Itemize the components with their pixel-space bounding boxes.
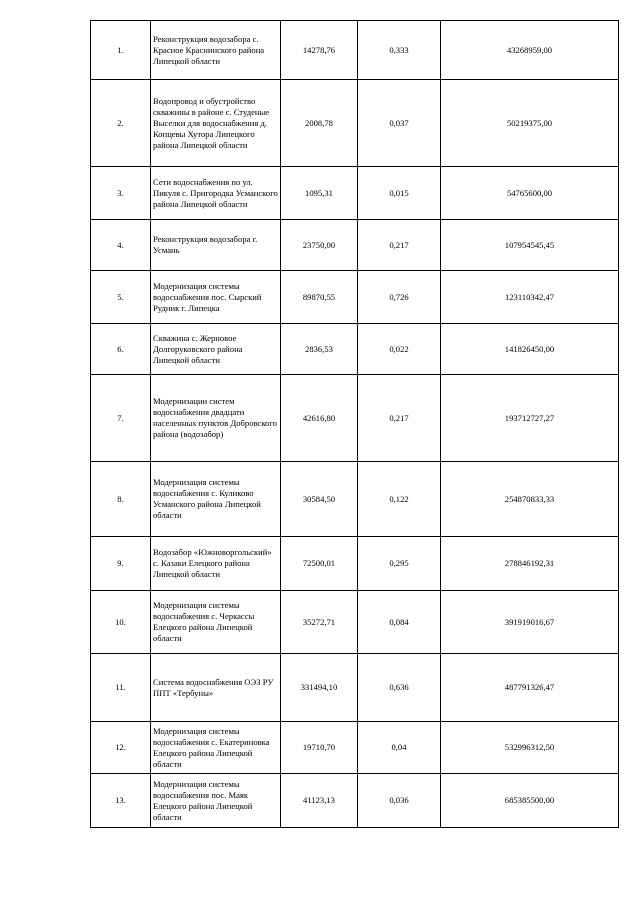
cost-cell: 107954545,45 — [441, 220, 619, 271]
ratio-cell: 0,04 — [358, 722, 441, 774]
cost-cell: 43268959,00 — [441, 21, 619, 80]
row-number-cell: 4. — [91, 220, 151, 271]
volume-cell: 35272,71 — [281, 591, 358, 654]
table-row — [91, 167, 619, 220]
cost-cell: 193712727,27 — [441, 375, 619, 462]
project-name-cell: Сети водоснабжения по ул. Пикуля с. Пригородка Усманского района Липецкой области — [151, 167, 281, 220]
ratio-cell: 0,022 — [358, 324, 441, 375]
project-name-cell: Реконструкция водозабора с. Красное Краснинского района Липецкой области — [151, 21, 281, 80]
row-number-cell: 1. — [91, 21, 151, 80]
ratio-cell: 0,122 — [358, 462, 441, 537]
row-number-cell: 12. — [91, 722, 151, 774]
volume-cell: 30584,50 — [281, 462, 358, 537]
cost-cell: 487791326,47 — [441, 654, 619, 722]
table-row — [91, 591, 619, 654]
project-name-cell: Реконструкция водозабора г. Усмань — [151, 220, 281, 271]
table-row — [91, 774, 619, 828]
table-row — [91, 21, 619, 80]
row-number-cell: 6. — [91, 324, 151, 375]
ratio-cell: 0,015 — [358, 167, 441, 220]
volume-cell: 19710,70 — [281, 722, 358, 774]
project-name-cell: Модернизация системы водоснабжения с. Черкассы Елецкого района Липецкой области — [151, 591, 281, 654]
table-row — [91, 271, 619, 324]
volume-cell: 23750,00 — [281, 220, 358, 271]
ratio-cell: 0,333 — [358, 21, 441, 80]
project-name-cell: Водопровод и обустройство скважины в районе с. Студеные Выселки для водоснабжения д. Копцевы Хутора Липецкого района Липецкой области — [151, 80, 281, 167]
volume-cell: 89870,55 — [281, 271, 358, 324]
cost-cell: 54765600,00 — [441, 167, 619, 220]
cost-cell: 50219375,00 — [441, 80, 619, 167]
projects-table-body — [91, 21, 619, 828]
table-row — [91, 462, 619, 537]
ratio-cell: 0,036 — [358, 774, 441, 828]
volume-cell: 42616,80 — [281, 375, 358, 462]
ratio-cell: 0,217 — [358, 375, 441, 462]
row-number-cell: 5. — [91, 271, 151, 324]
project-name-cell: Скважина с. Жерновое Долгоруковского района Липецкой области — [151, 324, 281, 375]
cost-cell: 532996312,50 — [441, 722, 619, 774]
table-row — [91, 722, 619, 774]
project-name-cell: Модернизация системы водоснабжения с. Куликово Усманского района Липецкой области — [151, 462, 281, 537]
cost-cell: 141826450,00 — [441, 324, 619, 375]
project-name-cell: Система водоснабжения ОЭЗ РУ ППТ «Тербуны» — [151, 654, 281, 722]
cost-cell: 254870833,33 — [441, 462, 619, 537]
volume-cell: 331494,10 — [281, 654, 358, 722]
cost-cell: 278846192,31 — [441, 537, 619, 591]
project-name-cell: Модернизации систем водоснабжения двадцати населенных пунктов Добровского района (водозабор) — [151, 375, 281, 462]
cost-cell: 123110342,47 — [441, 271, 619, 324]
row-number-cell: 3. — [91, 167, 151, 220]
row-number-cell: 7. — [91, 375, 151, 462]
table-row — [91, 324, 619, 375]
cost-cell: 391919016,67 — [441, 591, 619, 654]
volume-cell: 41123,13 — [281, 774, 358, 828]
table-row — [91, 220, 619, 271]
project-name-cell: Водозабор «Южноворгольский» с. Казаки Елецкого района Липецкой области — [151, 537, 281, 591]
ratio-cell: 0,636 — [358, 654, 441, 722]
volume-cell: 72500,01 — [281, 537, 358, 591]
table-row — [91, 375, 619, 462]
ratio-cell: 0,217 — [358, 220, 441, 271]
projects-table — [90, 20, 619, 828]
project-name-cell: Модернизация системы водоснабжения с. Екатериновка Елецкого района Липецкой области — [151, 722, 281, 774]
row-number-cell: 8. — [91, 462, 151, 537]
ratio-cell: 0,726 — [358, 271, 441, 324]
row-number-cell: 13. — [91, 774, 151, 828]
table-row — [91, 80, 619, 167]
volume-cell: 2836,53 — [281, 324, 358, 375]
table-row — [91, 654, 619, 722]
project-name-cell: Модернизация системы водоснабжения пос. Маяк Елецкого района Липецкой области — [151, 774, 281, 828]
ratio-cell: 0,295 — [358, 537, 441, 591]
row-number-cell: 2. — [91, 80, 151, 167]
row-number-cell: 11. — [91, 654, 151, 722]
volume-cell: 1095,31 — [281, 167, 358, 220]
table-row — [91, 537, 619, 591]
volume-cell: 2008,78 — [281, 80, 358, 167]
cost-cell: 685385500,00 — [441, 774, 619, 828]
row-number-cell: 10. — [91, 591, 151, 654]
ratio-cell: 0,037 — [358, 80, 441, 167]
volume-cell: 14278,76 — [281, 21, 358, 80]
row-number-cell: 9. — [91, 537, 151, 591]
ratio-cell: 0,084 — [358, 591, 441, 654]
project-name-cell: Модернизация системы водоснабжения пос. Сырский Рудник г. Липецка — [151, 271, 281, 324]
